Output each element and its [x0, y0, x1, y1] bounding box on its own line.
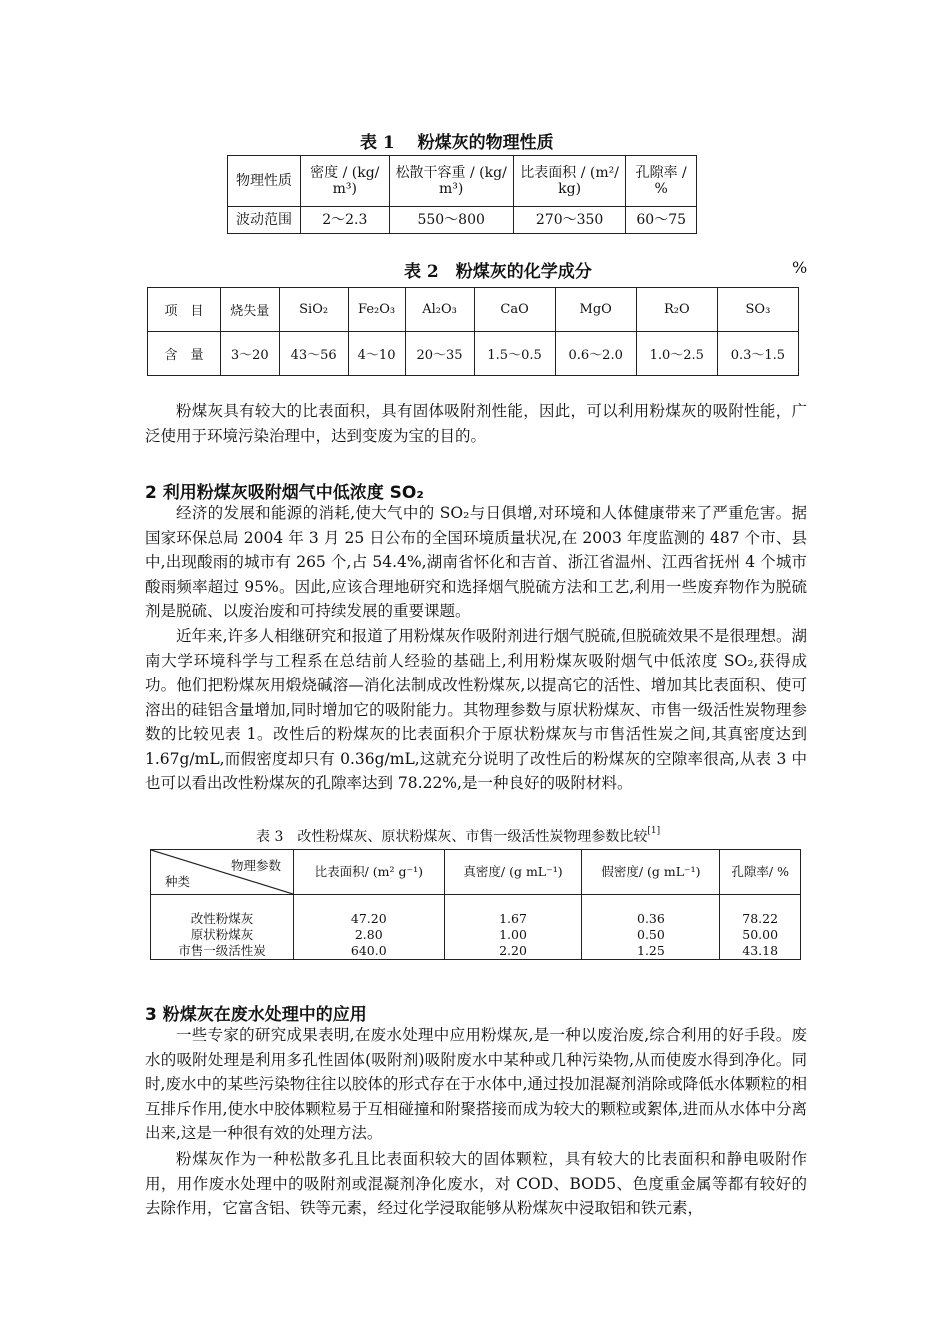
table2-cell: 43～56: [279, 332, 348, 376]
table3-cell: 1.00: [444, 927, 582, 943]
table1-cell: 2～2.3: [301, 207, 390, 234]
table3-cell: 47.20: [294, 911, 445, 927]
table3-cell: 1.25: [582, 943, 720, 960]
table2-unit: %: [792, 258, 808, 277]
table1-cell: 60～75: [626, 207, 697, 234]
table1-header: 比表面积 / (m²/ kg): [513, 156, 626, 207]
table2-header: 项 目: [148, 288, 221, 332]
paragraph: 一些专家的研究成果表明,在废水处理中应用粉煤灰,是一种以废治废,综合利用的好手段。废水的吸附处理是利用多孔性固体(吸附剂)吸附废水中某种或几种污染物,从而使废水得到净化。同时,废水中的某些污染物往往以胶体的形式存在于水体中,通过投加混凝剂消除或降低水体颗粒的相互排斥作用,使水中胶体颗粒易于互相碰撞和附聚搭接而成为较大的颗粒或絮体,进而从水体中分离出来,这是一种很有效的处理方法。: [145, 1026, 807, 1142]
table3-header: 孔隙率/ %: [720, 850, 801, 895]
section-heading: 2 利用粉煤灰吸附烟气中低浓度 SO₂: [145, 483, 424, 503]
table2: [147, 287, 799, 376]
table3: [150, 849, 801, 960]
table1-cell: 270～350: [513, 207, 626, 234]
table3-corner-bottom: 种类: [165, 874, 191, 889]
table3-cell: 2.80: [294, 927, 445, 943]
section-heading: 3 粉煤灰在废水处理中的应用: [145, 1005, 367, 1025]
table3-cell: 改性粉煤灰: [151, 911, 294, 927]
paragraph: 经济的发展和能源的消耗,使大气中的 SO₂与日俱增,对环境和人体健康带来了严重危害。据国家环保总局 2004 年 3 月 25 日公布的全国环境质量状况,在 2003 年度监测的 487 个市、县中,出现酸雨的城市有 265 个,占 54.4%,湖南省怀化和吉首、浙江省温州、江西省抚州 4 个城市酸雨频率超过 95%。因此,应该合理地研究和选择烟气脱硫方法和工艺,利用一些废弃物作为脱硫剂是脱硫、以废治废和可持续发展的重要课题。: [145, 504, 807, 620]
table1-cell: 波动范围: [228, 207, 301, 234]
table3-cell: 640.0: [294, 943, 445, 960]
table2-header: 烧失量: [221, 288, 280, 332]
table1: [227, 155, 701, 234]
table1-header: 孔隙率 / %: [626, 156, 697, 207]
table2-header: Al₂O₃: [405, 288, 474, 332]
table2-caption: 表 2 粉煤灰的化学成分: [404, 262, 592, 282]
table3-header: 假密度/ (g mL⁻¹): [582, 850, 720, 895]
table2-cell: 4～10: [348, 332, 405, 376]
table2-header: SiO₂: [279, 288, 348, 332]
table3-cell: 0.36: [582, 911, 720, 927]
table2-header: MgO: [555, 288, 636, 332]
table3-corner-top: 物理参数: [230, 858, 281, 873]
table3-caption-wrap: [256, 826, 660, 846]
table3-cell: 市售一级活性炭: [151, 943, 294, 960]
table2-cell: 20～35: [405, 332, 474, 376]
table2-cell: 0.3～1.5: [717, 332, 798, 376]
table2-cell: 含 量: [148, 332, 221, 376]
table3-header: 真密度/ (g mL⁻¹): [444, 850, 582, 895]
table2-cell: 1.0～2.5: [636, 332, 717, 376]
table3-header: 比表面积/ (m² g⁻¹): [294, 850, 445, 895]
table1-header: 松散干容重 / (kg/ m³): [389, 156, 513, 207]
table1-cell: 550～800: [389, 207, 513, 234]
table1-header: 物理性质: [228, 156, 301, 207]
table1-header: 密度 / (kg/ m³): [301, 156, 390, 207]
paragraph: 近年来,许多人相继研究和报道了用粉煤灰作吸附剂进行烟气脱硫,但脱硫效果不是很理想。湖南大学环境科学与工程系在总结前人经验的基础上,利用粉煤灰吸附烟气中低浓度 SO₂,获得成功。他们把粉煤灰用煅烧碱溶—消化法制成改性粉煤灰,以提高它的活性、增加其比表面积、使可溶出的硅铝含量增加,同时增加它的吸附能力。其物理参数与原状粉煤灰、市售一级活性炭物理参数的比较见表 1。改性后的粉煤灰的比表面积介于原状粉煤灰与市售活性炭之间,其真密度达到 1.67g/mL,而假密度却只有 0.36g/mL,这就充分说明了改性后的粉煤灰的空隙率很高,从表 3 中也可以看出改性粉煤灰的孔隙率达到 78.22%,是一种良好的吸附材料。: [145, 627, 807, 792]
paragraph: 粉煤灰作为一种松散多孔且比表面积较大的固体颗粒，具有较大的比表面积和静电吸附作用，用作废水处理中的吸附剂或混凝剂净化废水，对 COD、BOD5、色度重金属等都有较好的去除作用，它富含铝、铁等元素，经过化学浸取能够从粉煤灰中浸取铝和铁元素，: [145, 1150, 807, 1217]
paragraph: 粉煤灰具有较大的比表面积，具有固体吸附剂性能，因此，可以利用粉煤灰的吸附性能，广泛使用于环境污染治理中，达到变废为宝的目的。: [145, 402, 807, 445]
table3-cell: 50.00: [720, 927, 801, 943]
table2-header: CaO: [474, 288, 555, 332]
table2-cell: 0.6～2.0: [555, 332, 636, 376]
table3-citation: [1]: [647, 826, 661, 836]
table3-cell: 1.67: [444, 911, 582, 927]
table3-cell: 2.20: [444, 943, 582, 960]
table3-cell: 43.18: [720, 943, 801, 960]
table3-cell: 0.50: [582, 927, 720, 943]
table2-cell: 1.5～0.5: [474, 332, 555, 376]
table3-cell: 原状粉煤灰: [151, 927, 294, 943]
table3-caption: 表 3 改性粉煤灰、原状粉煤灰、市售一级活性炭物理参数比较: [256, 829, 648, 845]
table2-header: Fe₂O₃: [348, 288, 405, 332]
table2-cell: 3～20: [221, 332, 280, 376]
table3-cell: 78.22: [720, 911, 801, 927]
table2-header: R₂O: [636, 288, 717, 332]
table2-header: SO₃: [717, 288, 798, 332]
table3-corner: [151, 850, 294, 895]
table1-caption: 表 1 粉煤灰的物理性质: [360, 133, 554, 153]
